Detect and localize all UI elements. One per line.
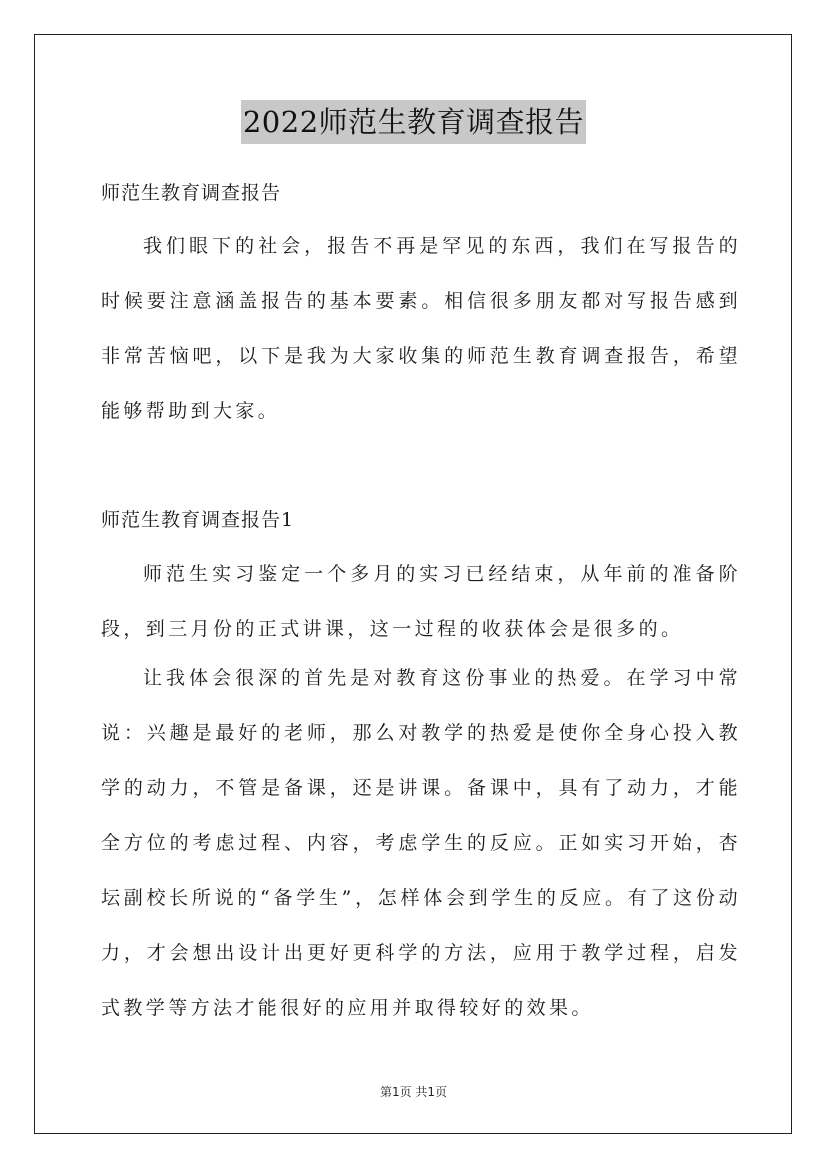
section1-paragraph-2: 让我体会很深的首先是对教育这份事业的热爱。在学习中常说：兴趣是最好的老师，那么对教学的热爱是使你全身心投入教学的动力，不管是备课，还是讲课。备课中，具有了动力，才能全方位的考虑过程、内容，考虑学生的反应。正如实习开始，杏坛副校长所说的“备学生”，怎样体会到学生的反应。有了这份动力，才会想出设计出更好更科学的方法，应用于教学过程，启发式教学等方法才能很好的应用并取得较好的效果。 [101,667,741,1019]
section1-paragraph-1: 师范生实习鉴定一个多月的实习已经结束，从年前的准备阶段，到三月份的正式讲课，这一过程的收获体会是很多的。 [101,563,741,640]
intro-paragraph: 我们眼下的社会，报告不再是罕见的东西，我们在写报告的时候要注意涵盖报告的基本要素。相信很多朋友都对写报告感到非常苦恼吧，以下是我为大家收集的师范生教育调查报告，希望能够帮助到大家。 [101,235,741,422]
page-footer [0,1083,827,1100]
title-container [0,100,827,144]
section1-heading: 师范生教育调查报告1 [101,509,295,531]
intro-heading: 师范生教育调查报告 [101,182,282,204]
page-number-label: 第1页 共1页 [379,1085,448,1099]
document-title: 2022师范生教育调查报告 [241,100,586,144]
